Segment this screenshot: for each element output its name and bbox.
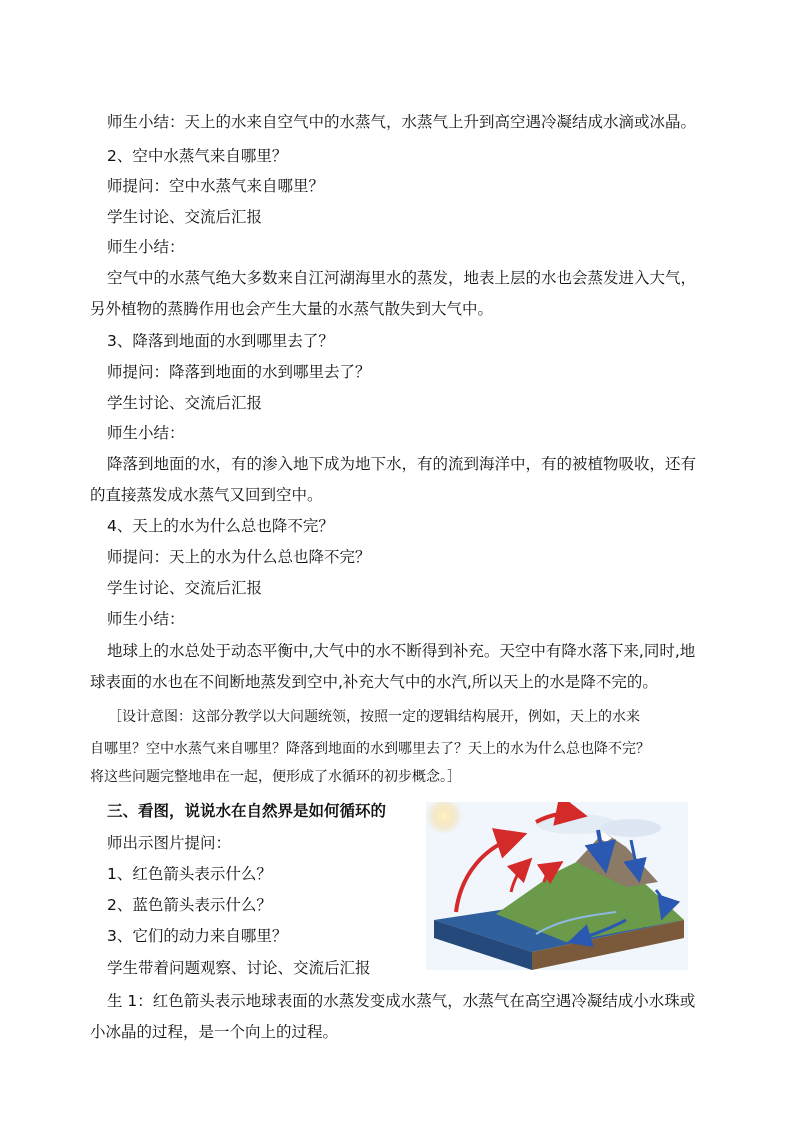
figure-question-3: 3、它们的动力来自哪里？ <box>107 927 288 945</box>
student-1-answer-line-2: 小冰晶的过程，是一个向上的过程。 <box>90 1023 339 1041</box>
teacher-show-picture: 师出示图片提问： <box>107 834 232 852</box>
design-intent-line-2: 自哪里？空中水蒸气来自哪里？降落到地面的水到哪里去了？天上的水为什么总也降不完？ <box>90 741 650 757</box>
cloud-icon-2 <box>601 819 661 837</box>
question-3: 3、降落到地面的水到哪里去了？ <box>107 332 334 350</box>
student-observe: 学生带着问题观察、讨论、交流后汇报 <box>107 959 371 977</box>
discuss-2: 学生讨论、交流后汇报 <box>107 208 263 226</box>
student-1-answer-line-1: 生 1：红色箭头表示地球表面的水蒸发变成水蒸气，水蒸气在高空遇冷凝结成小水珠或 <box>107 992 696 1010</box>
summary-label-2: 师生小结： <box>107 238 185 256</box>
answer-4-line-1: 地球上的水总处于动态平衡中,大气中的水不断得到补充。天空中有降水落下来,同时,地 <box>107 642 696 660</box>
question-2: 2、空中水蒸气来自哪里？ <box>107 147 288 165</box>
figure-question-1: 1、红色箭头表示什么？ <box>107 865 272 883</box>
section-3-heading: 三、看图，说说水在自然界是如何循环的 <box>107 802 387 820</box>
discuss-3: 学生讨论、交流后汇报 <box>107 394 263 412</box>
answer-4-line-2: 球表面的水也在不间断地蒸发到空中,补充大气中的水汽,所以天上的水是降不完的。 <box>90 673 658 691</box>
summary-paragraph-1: 师生小结：天上的水来自空气中的水蒸气，水蒸气上升到高空遇冷凝结成水滴或冰晶。 <box>107 113 697 131</box>
question-4: 4、天上的水为什么总也降不完？ <box>107 517 334 535</box>
teacher-ask-2: 师提问：空中水蒸气来自哪里？ <box>107 177 325 195</box>
answer-3-line-1: 降落到地面的水，有的渗入地下成为地下水，有的流到海洋中，有的被植物吸收，还有 <box>107 455 697 473</box>
summary-label-4: 师生小结： <box>107 610 185 628</box>
water-cycle-illustration <box>426 802 688 970</box>
answer-2-line-2: 另外植物的蒸腾作用也会产生大量的水蒸气散失到大气中。 <box>90 300 494 318</box>
figure-question-2: 2、蓝色箭头表示什么？ <box>107 896 272 914</box>
discuss-4: 学生讨论、交流后汇报 <box>107 579 263 597</box>
answer-2-line-1: 空气中的水蒸气绝大多数来自江河湖海里水的蒸发，地表上层的水也会蒸发进入大气， <box>107 269 697 287</box>
design-intent-line-3: 将这些问题完整地串在一起，便形成了水循环的初步概念。］ <box>90 769 461 785</box>
answer-3-line-2: 的直接蒸发成水蒸气又回到空中。 <box>90 486 323 504</box>
teacher-ask-4: 师提问：天上的水为什么总也降不完？ <box>107 548 371 566</box>
design-intent-line-1: ［设计意图：这部分教学以大问题统领，按照一定的逻辑结构展开，例如，天上的水来 <box>108 709 640 725</box>
summary-label-3: 师生小结： <box>107 424 185 442</box>
teacher-ask-3: 师提问：降落到地面的水到哪里去了？ <box>107 363 371 381</box>
